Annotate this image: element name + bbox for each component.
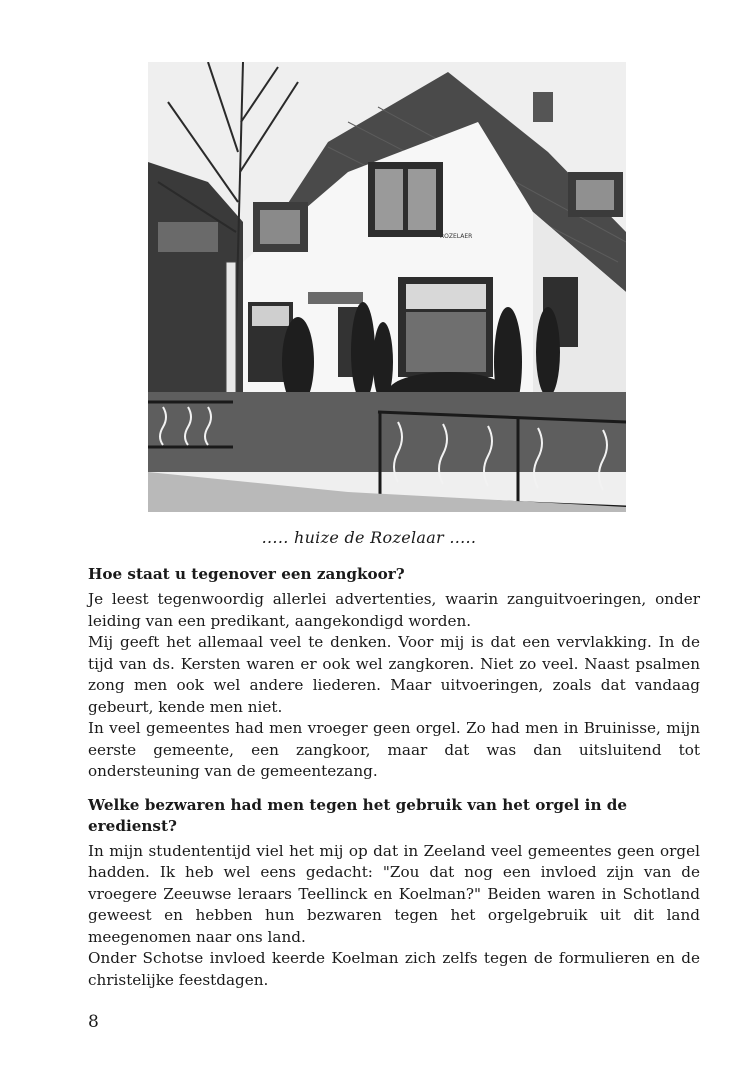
section1-paragraph: Mij geeft het allemaal veel te denken. Voor mij is dat een vervlakking. In de tijd van ds. Kersten waren er ook wel zangkoren. Niet zo veel. Naast psalmen zong men ook wel andere liederen. Maar uitvoeringen, zoals dat vandaag gebeurt, kende men niet. (88, 633, 700, 716)
photo-caption: ..... huize de Rozelaar ..... (261, 528, 477, 547)
section1-heading: Hoe staat u tegenover een zangkoor? (88, 565, 405, 583)
section1-paragraph: In veel gemeentes had men vroeger geen orgel. Zo had men in Bruinisse, mijn eerste gemeente, een zangkoor, maar dat was dan uitsluitend tot ondersteuning van de gemeentezang. (88, 719, 700, 780)
article-body (88, 564, 700, 991)
house-sign: ROZELAER (440, 233, 473, 240)
page-number: 8 (88, 1012, 99, 1032)
house-photo (148, 62, 626, 512)
section1-paragraph: Je leest tegenwoordig allerlei advertenties, waarin zanguitvoeringen, onder leiding van een predikant, aangekondigd worden. (88, 590, 700, 630)
section2-paragraph: Onder Schotse invloed keerde Koelman zich zelfs tegen de formulieren en de christelijke feestdagen. (88, 949, 700, 989)
section2-heading: Welke bezwaren had men tegen het gebruik van het orgel in de eredienst? (88, 795, 628, 835)
section2-paragraph: In mijn studententijd viel het mij op dat in Zeeland veel gemeentes geen orgel hadden. Ik heb wel eens gedacht: "Zou dat nog een invloed zijn van de vroegere Zeeuwse leraars Teellinck en Koelman?" Beiden waren in Schotland geweest en hebben hun bezwaren tegen het orgelgebruik uit dit land meegenomen naar ons land. (88, 841, 700, 946)
